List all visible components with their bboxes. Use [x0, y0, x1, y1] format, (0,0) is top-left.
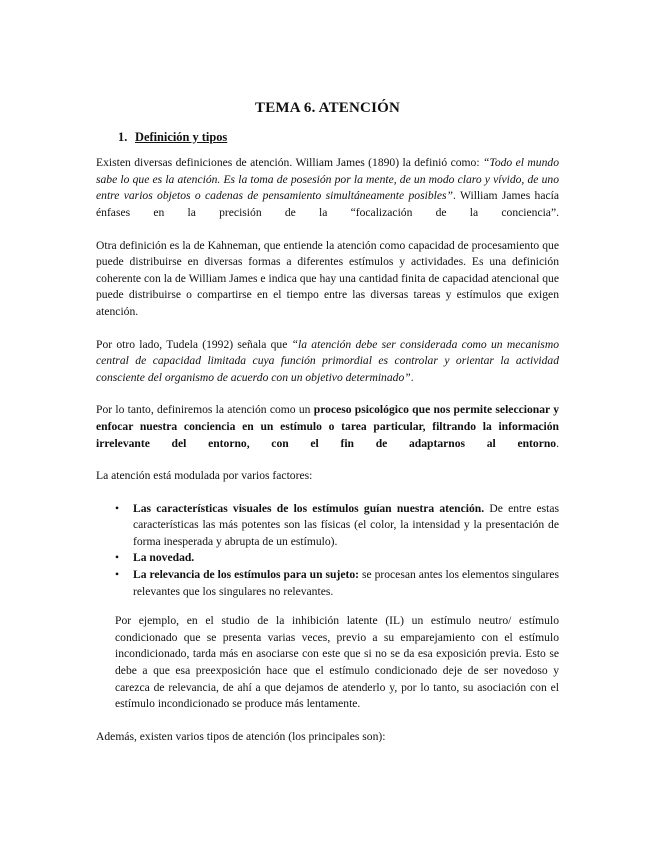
- paragraph-text: .: [410, 370, 414, 384]
- paragraph-types-intro: Además, existen varios tipos de atención (los principales son):: [96, 729, 386, 743]
- section-heading: [118, 129, 559, 146]
- paragraph-example: Por ejemplo, en el studio de la inhibición latente (IL) un estímulo neutro/ estímulo condicionado que se presenta varias veces, previo a su emparejamiento con el estímulo incondicionado, tarda más en asociarse con este que si no se da esa exposición previa. Esto se debe a que esa preexposición hace que el estímulo condicionado deje de ser novedoso y carezca de relevancia, de ahí a que dejamos de atenderlo y, por lo tanto, su asociación con el estímulo incondicionado se produce más lentamente.: [115, 614, 559, 711]
- paragraph-factors-intro: La atención está modulada por varios factores:: [96, 469, 313, 483]
- section-number: 1.: [118, 129, 128, 144]
- quote-tudela: “la atención debe ser considerada como un mecanismo central de capacidad limitada cuya función primordial es controlar y orientar la actividad consciente del organismo de acuerdo con un objetivo determinado”: [96, 337, 559, 384]
- paragraph-definition: [96, 402, 559, 452]
- paragraph-text: Existen diversas definiciones de atención. William James (1890) la definió como:: [96, 156, 483, 170]
- paragraph-tudela: [96, 337, 559, 387]
- list-item: [96, 567, 559, 600]
- paragraph-text: .: [556, 436, 559, 450]
- paragraph-text: . William James hacía énfases en la precisión de la “focalización de la conciencia”.: [96, 189, 560, 219]
- bullet-icon: •: [115, 551, 120, 565]
- section-title: Definición y tipos: [135, 129, 228, 144]
- paragraph-james: [96, 155, 559, 221]
- factors-list: [96, 501, 559, 601]
- list-item: [96, 550, 559, 567]
- definition-bold: proceso psicológico que nos permite seleccionar y enfocar nuestra conciencia en un estímulo o tarea particular, filtrando la información irrelevante del entorno, con el fin de adaptarnos al entorno: [96, 403, 559, 450]
- list-item-text: se procesan antes los elementos singulares relevantes que los singulares no relevantes.: [133, 568, 559, 598]
- quote-james: “Todo el mundo sabe lo que es la atención. Es la toma de posesión por la mente, de un modo claro y vívido, de uno entre varios objetos o cadenas de pensamiento simultáneamente posibles”: [96, 156, 559, 203]
- list-item-text: De entre estas características las más potentes son las físicas (el color, la intensidad y la presentación de forma inesperada y abrupta de un estímulo).: [133, 501, 560, 548]
- list-item: [96, 501, 559, 551]
- list-item-bold: La novedad.: [133, 551, 195, 565]
- paragraph-kahneman: Otra definición es la de Kahneman, que entiende la atención como capacidad de procesamiento que puede distribuirse en diversas formas a diferentes estímulos y actividades. Es una definición coherente con la de William James e indica que hay una cantidad finita de capacidad atencional que puede distribuirse o compartirse en el tiempo entre las diversas tareas y estímulos que exigen atención.: [96, 238, 559, 318]
- bullet-icon: •: [115, 568, 120, 582]
- list-item-bold: Las características visuales de los estímulos guían nuestra atención.: [133, 501, 485, 515]
- list-item-bold: La relevancia de los estímulos para un sujeto:: [133, 568, 359, 582]
- paragraph-text: Por otro lado, Tudela (1992) señala que: [96, 337, 292, 351]
- paragraph-text: Por lo tanto, definiremos la atención como un: [96, 403, 314, 417]
- document-page: [96, 100, 559, 761]
- bullet-icon: •: [115, 501, 120, 515]
- page-title: TEMA 6. ATENCIÓN: [254, 100, 401, 116]
